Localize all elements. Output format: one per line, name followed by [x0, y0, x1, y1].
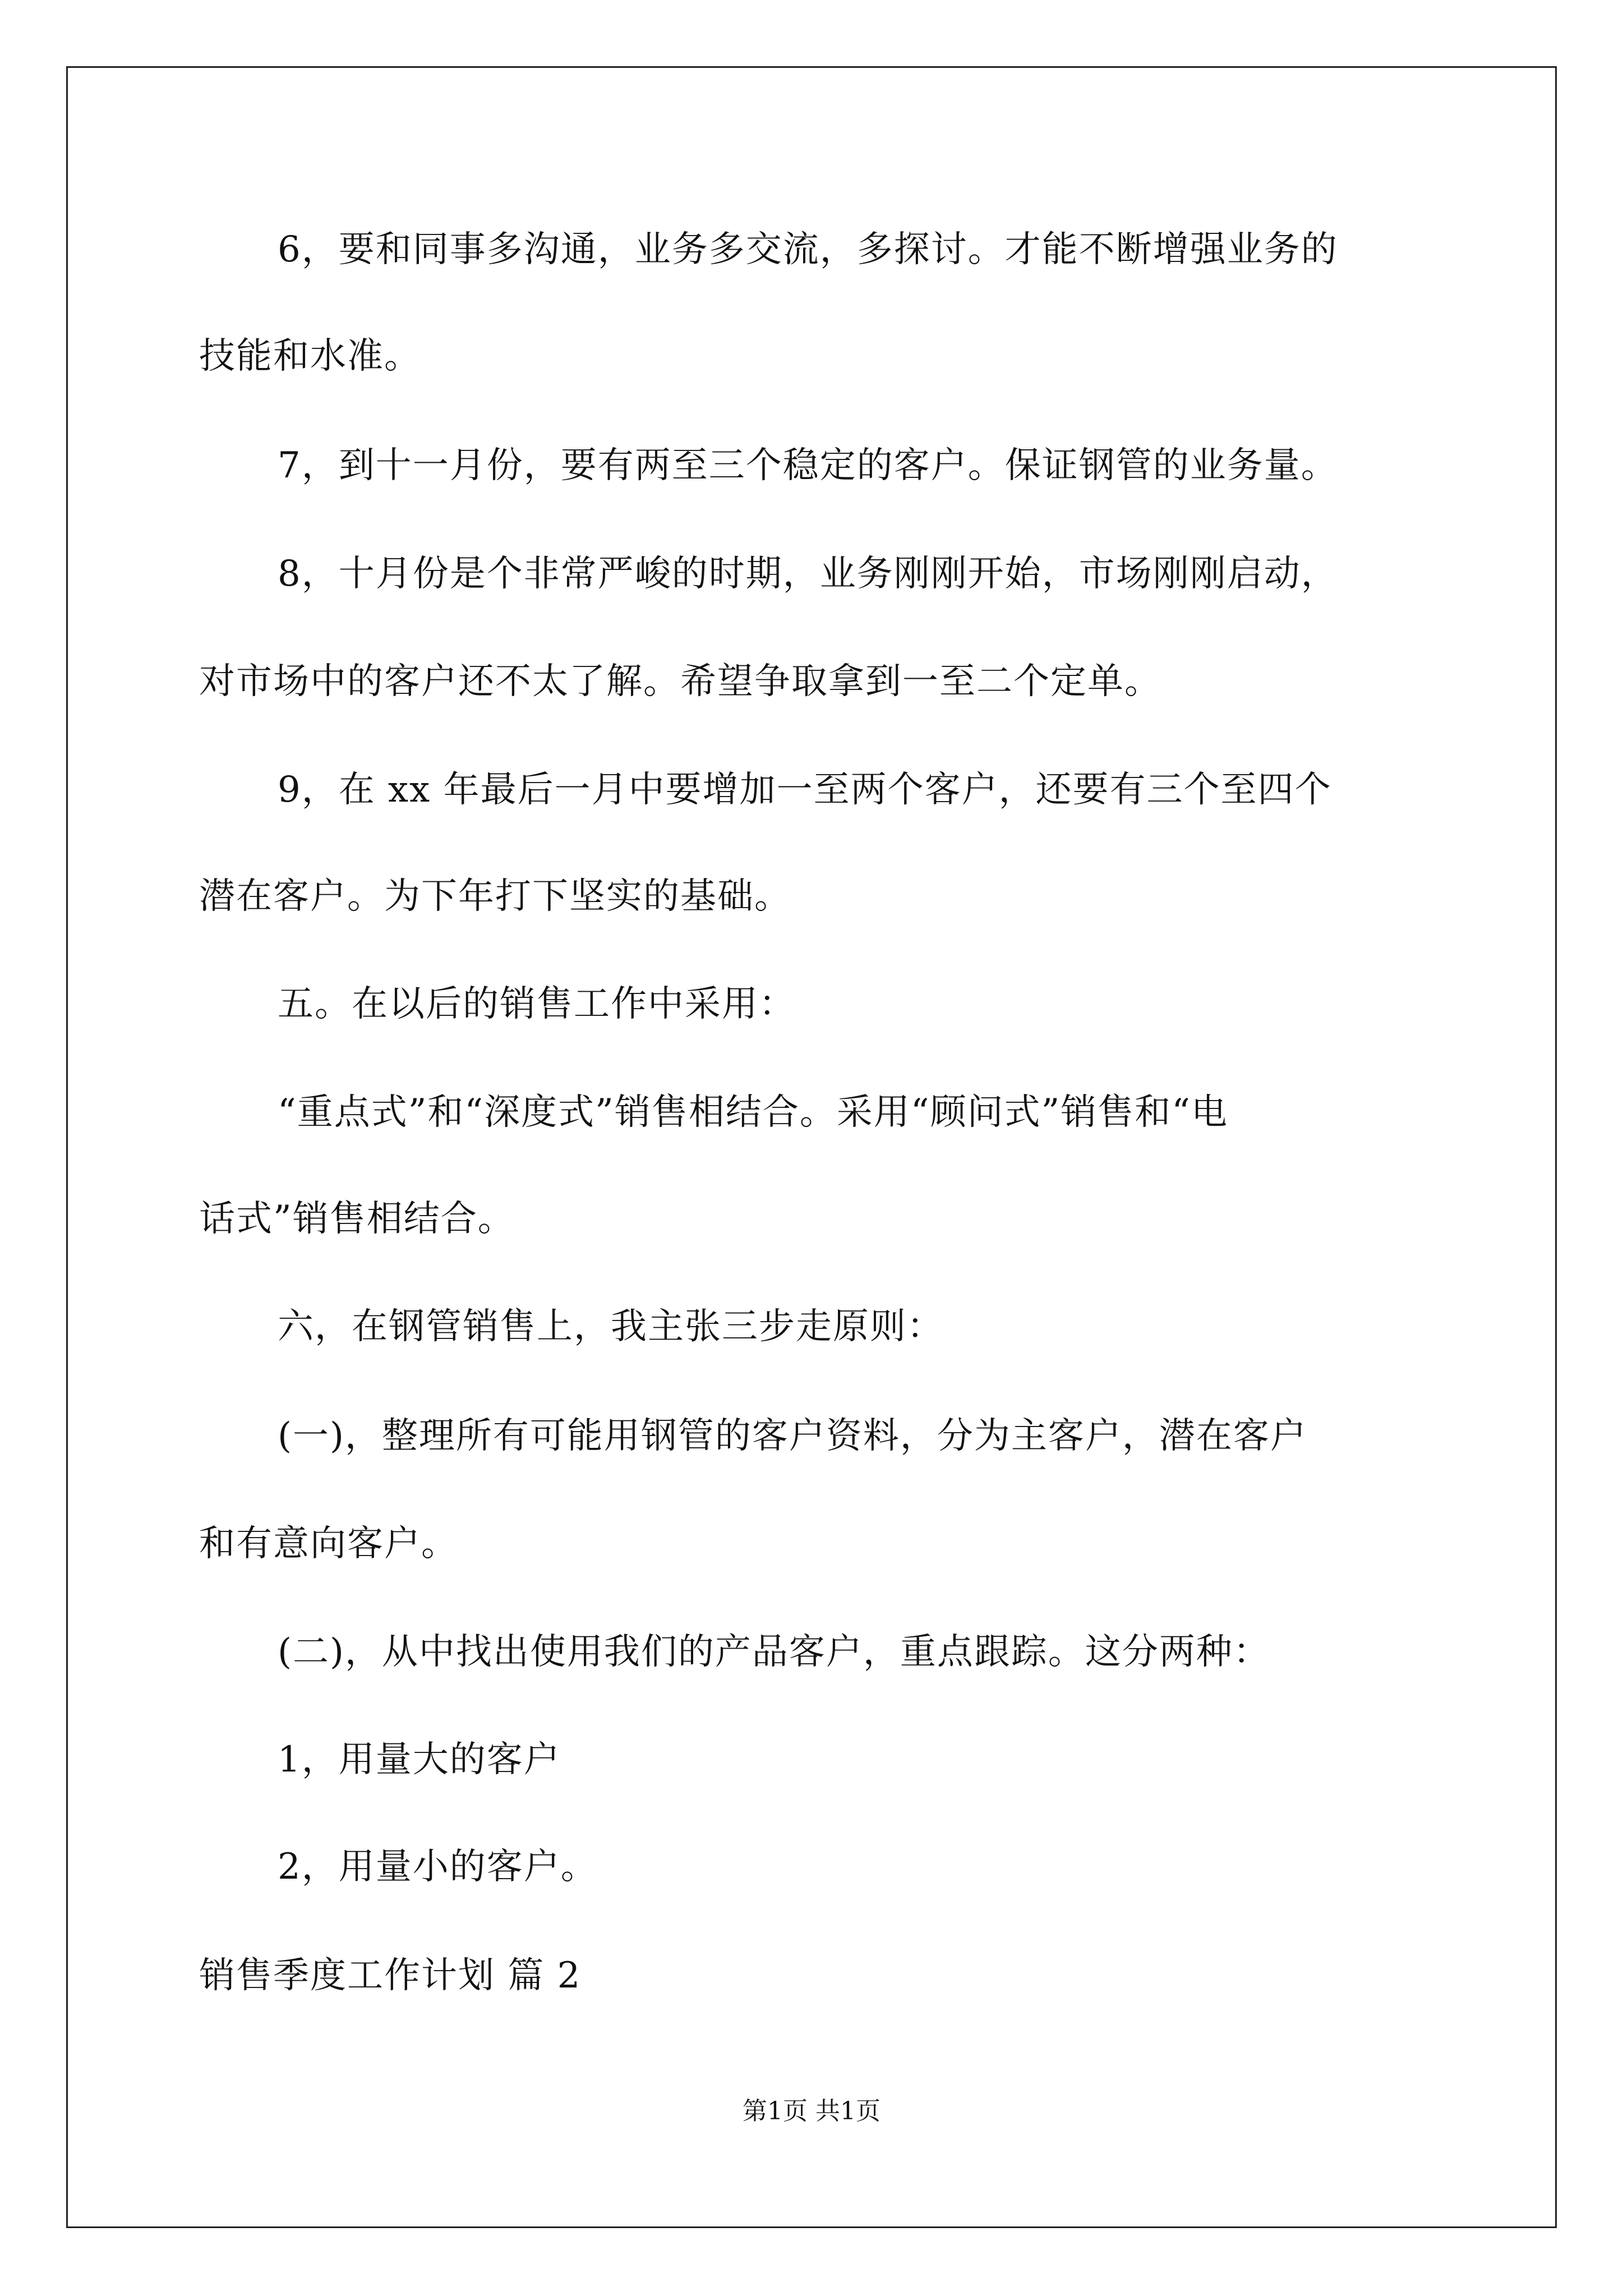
paragraph-line: 话式”销售相结合。 — [199, 1198, 515, 1240]
paragraph-line: 7，到十一月份，要有两至三个稳定的客户。保证钢管的业务量。 — [278, 445, 1338, 486]
section-heading: 销售季度工作计划 篇 2 — [199, 1955, 582, 1996]
paragraph-line: 六，在钢管销售上，我主张三步走原则： — [278, 1306, 944, 1347]
paragraph-line: 8，十月份是个非常严峻的时期，业务刚刚开始，市场刚刚启动， — [278, 553, 1338, 595]
paragraph-line: 和有意向客户。 — [199, 1523, 458, 1565]
paragraph-line: 五。在以后的销售工作中采用： — [278, 983, 796, 1025]
paragraph-line: (一)，整理所有可能用钢管的客户资料，分为主客户，潜在客户 — [278, 1415, 1307, 1457]
paragraph-line: 9，在 xx 年最后一月中要增加一至两个客户，还要有三个至四个 — [278, 769, 1332, 811]
paragraph-line: “重点式”和“深度式”销售相结合。采用“顾问式”销售和“电 — [278, 1092, 1229, 1133]
paragraph-line: 2，用量小的客户。 — [278, 1846, 598, 1888]
paragraph-line: 6，要和同事多沟通，业务多交流，多探讨。才能不断增强业务的 — [278, 229, 1338, 270]
paragraph-line: 1，用量大的客户 — [278, 1739, 561, 1780]
page-number: 第1页 共1页 — [743, 2097, 880, 2125]
paragraph-line: 对市场中的客户还不太了解。希望争取拿到一至二个定单。 — [199, 661, 1161, 702]
page-border — [66, 66, 1557, 2228]
paragraph-line: (二)，从中找出使用我们的产品客户，重点跟踪。这分两种： — [278, 1631, 1270, 1673]
paragraph-line: 技能和水准。 — [199, 335, 421, 377]
paragraph-line: 潜在客户。为下年打下坚实的基础。 — [199, 876, 791, 917]
